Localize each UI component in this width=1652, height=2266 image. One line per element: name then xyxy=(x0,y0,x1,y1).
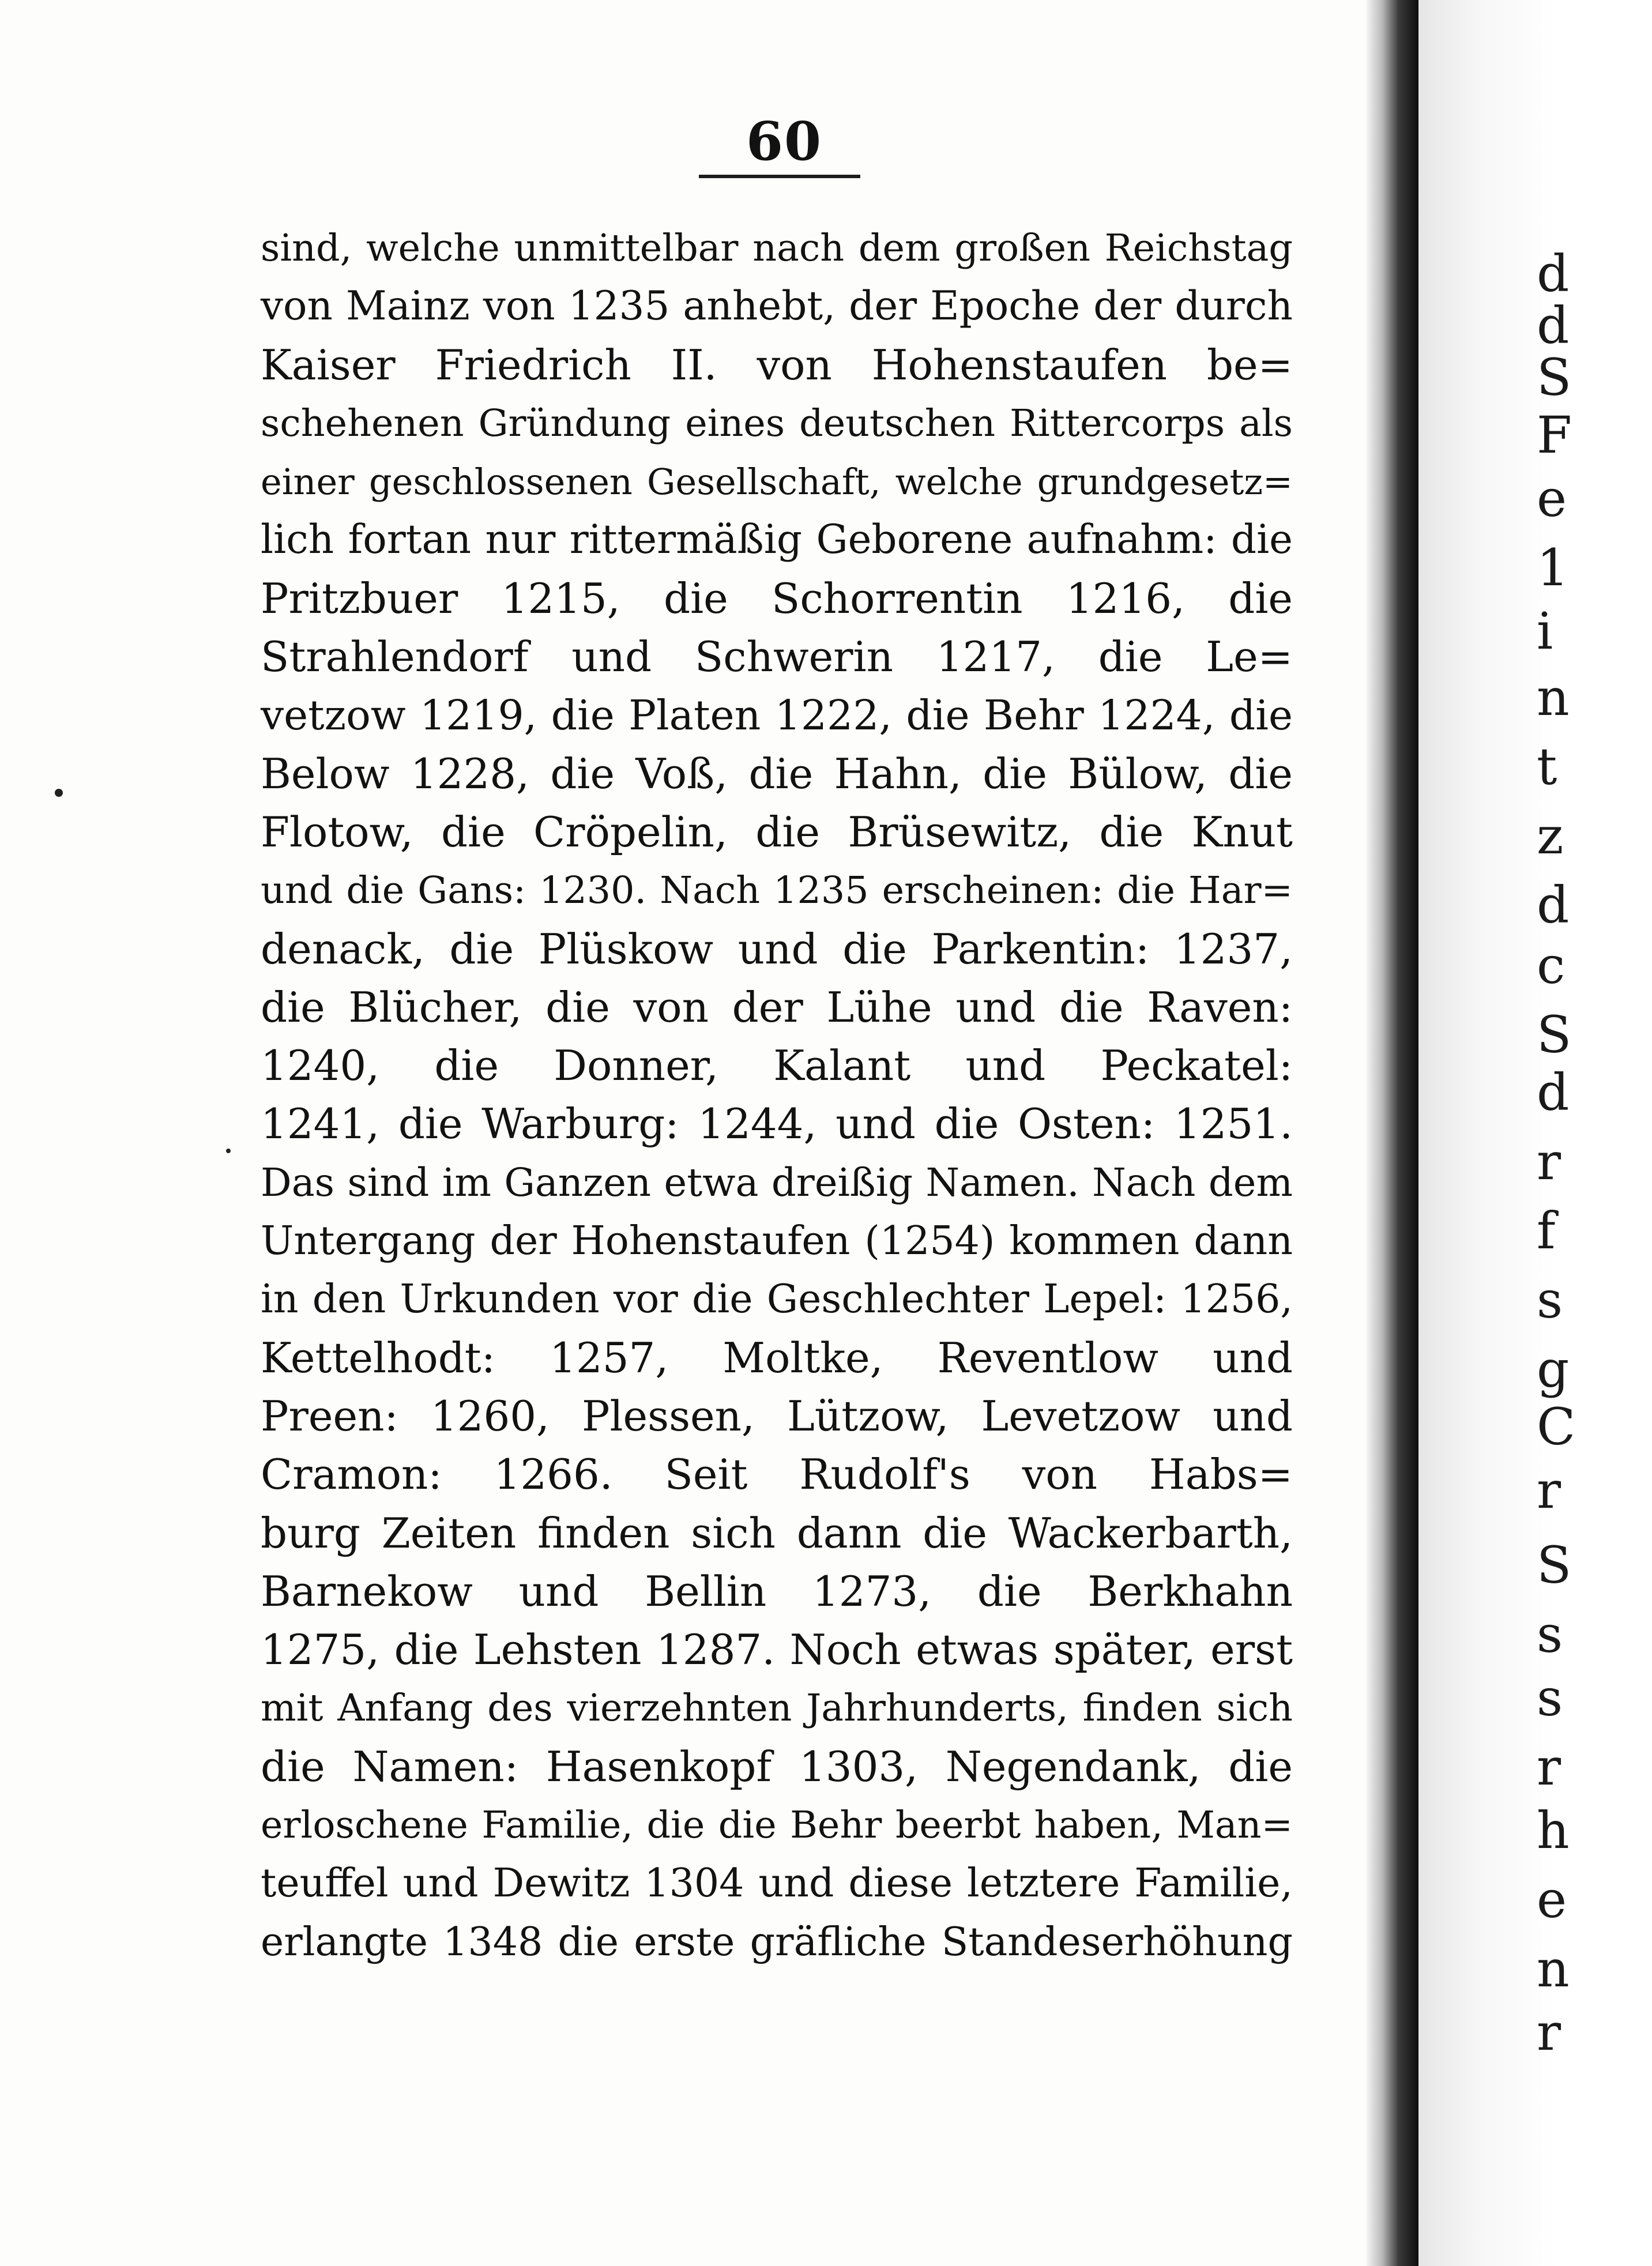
text-line: in den Urkunden vor die Geschlechter Lepel: 1256, xyxy=(261,1277,1293,1323)
text-line: Kaiser Friedrich II. von Hohenstaufen be= xyxy=(261,340,1293,389)
facing-page-fragment: S xyxy=(1537,348,1572,407)
facing-page-fragment: s xyxy=(1537,1668,1563,1727)
page-number-rule xyxy=(699,175,860,178)
text-line: Below 1228, die Voß, die Hahn, die Bülow, die xyxy=(261,749,1293,798)
facing-page-fragment: d xyxy=(1537,244,1570,303)
facing-page-fragment: 1 xyxy=(1537,538,1569,597)
page-number: 60 xyxy=(746,110,823,172)
facing-page-fragment: e xyxy=(1537,469,1567,528)
text-line: Cramon: 1266. Seit Rudolf's von Habs= xyxy=(261,1450,1293,1499)
text-line: die Namen: Hasenkopf 1303, Negendank, die xyxy=(261,1742,1293,1791)
facing-page-fragment: n xyxy=(1537,1939,1570,1998)
text-line: Kettelhodt: 1257, Moltke, Reventlow und xyxy=(261,1333,1293,1382)
speck-mark xyxy=(226,1149,231,1153)
book-gutter xyxy=(1367,0,1418,2266)
facing-page-fragment: r xyxy=(1537,1737,1561,1797)
facing-page-fragment: F xyxy=(1537,405,1572,465)
speck-mark xyxy=(55,789,63,797)
text-line: teuffel und Dewitz 1304 und diese letztere Familie, xyxy=(261,1861,1293,1907)
text-line: Pritzbuer 1215, die Schorrentin 1216, die xyxy=(261,574,1293,623)
text-line: erlangte 1348 die erste gräfliche Standeserhöhung xyxy=(261,1919,1293,1965)
facing-page-fragment: r xyxy=(1537,2002,1561,2062)
text-line: burg Zeiten finden sich dann die Wackerbarth, xyxy=(261,1508,1293,1557)
text-line: Strahlendorf und Schwerin 1217, die Le= xyxy=(261,633,1293,682)
text-line: denack, die Plüskow und die Parkentin: 1237, xyxy=(261,924,1293,973)
text-line: schehenen Gründung eines deutschen Rittercorps als xyxy=(261,401,1293,445)
facing-page-fragment: d xyxy=(1537,1063,1570,1122)
facing-page-fragment: S xyxy=(1537,1005,1572,1064)
text-line: lich fortan nur rittermäßig Geborene aufnahm: die xyxy=(261,517,1293,563)
text-line: Das sind im Ganzen etwa dreißig Namen. Nach dem xyxy=(261,1160,1293,1205)
facing-page-fragment: d xyxy=(1537,875,1570,935)
text-line: Untergang der Hohenstaufen (1254) kommen dann xyxy=(261,1218,1293,1264)
facing-page-fragment: f xyxy=(1537,1201,1556,1260)
facing-page-fragment: i xyxy=(1537,601,1553,661)
facing-page-fragment: h xyxy=(1537,1801,1570,1860)
facing-page-fragment: s xyxy=(1537,1270,1563,1330)
facing-page-fragment: n xyxy=(1537,668,1570,727)
facing-page-fragment: r xyxy=(1537,1461,1561,1520)
facing-page-fragment: e xyxy=(1537,1870,1567,1929)
text-line: mit Anfang des vierzehnten Jahrhunderts, finden sich xyxy=(261,1687,1293,1730)
facing-page-fragment: s xyxy=(1537,1605,1563,1664)
text-line: Barnekow und Bellin 1273, die Berkhahn xyxy=(261,1567,1293,1616)
facing-page-edge xyxy=(1418,0,1576,2266)
facing-page-fragment: r xyxy=(1537,1132,1561,1191)
text-line: Flotow, die Cröpelin, die Brüsewitz, die Knut xyxy=(261,807,1293,856)
text-line: einer geschlossenen Gesellschaft, welche grundgesetz= xyxy=(261,461,1293,503)
text-line: sind, welche unmittelbar nach dem großen Reichstag xyxy=(261,227,1293,270)
facing-page-fragment: S xyxy=(1537,1535,1572,1595)
text-line: 1275, die Lehsten 1287. Noch etwas später, erst xyxy=(261,1625,1293,1674)
text-line: erloschene Familie, die die Behr beerbt haben, Man= xyxy=(261,1804,1293,1847)
text-line: vetzow 1219, die Platen 1222, die Behr 1224, die xyxy=(261,691,1293,740)
facing-page-fragment: g xyxy=(1537,1339,1570,1399)
text-line: die Blücher, die von der Lühe und die Raven: xyxy=(261,983,1293,1032)
facing-page-fragment: d xyxy=(1537,296,1570,355)
facing-page-fragment: t xyxy=(1537,737,1557,796)
facing-page-fragment: c xyxy=(1537,936,1566,995)
facing-page-fragment: z xyxy=(1537,806,1564,865)
text-line: und die Gans: 1230. Nach 1235 erscheinen: die Har= xyxy=(261,869,1293,913)
body-text xyxy=(261,219,1293,1971)
text-line: 1241, die Warburg: 1244, und die Osten: 1251. xyxy=(261,1100,1293,1149)
text-line: Preen: 1260, Plessen, Lützow, Levetzow und xyxy=(261,1391,1293,1440)
text-line: von Mainz von 1235 anhebt, der Epoche der durch xyxy=(261,283,1293,330)
facing-page-fragment: C xyxy=(1537,1397,1576,1456)
text-line: 1240, die Donner, Kalant und Peckatel: xyxy=(261,1041,1293,1090)
